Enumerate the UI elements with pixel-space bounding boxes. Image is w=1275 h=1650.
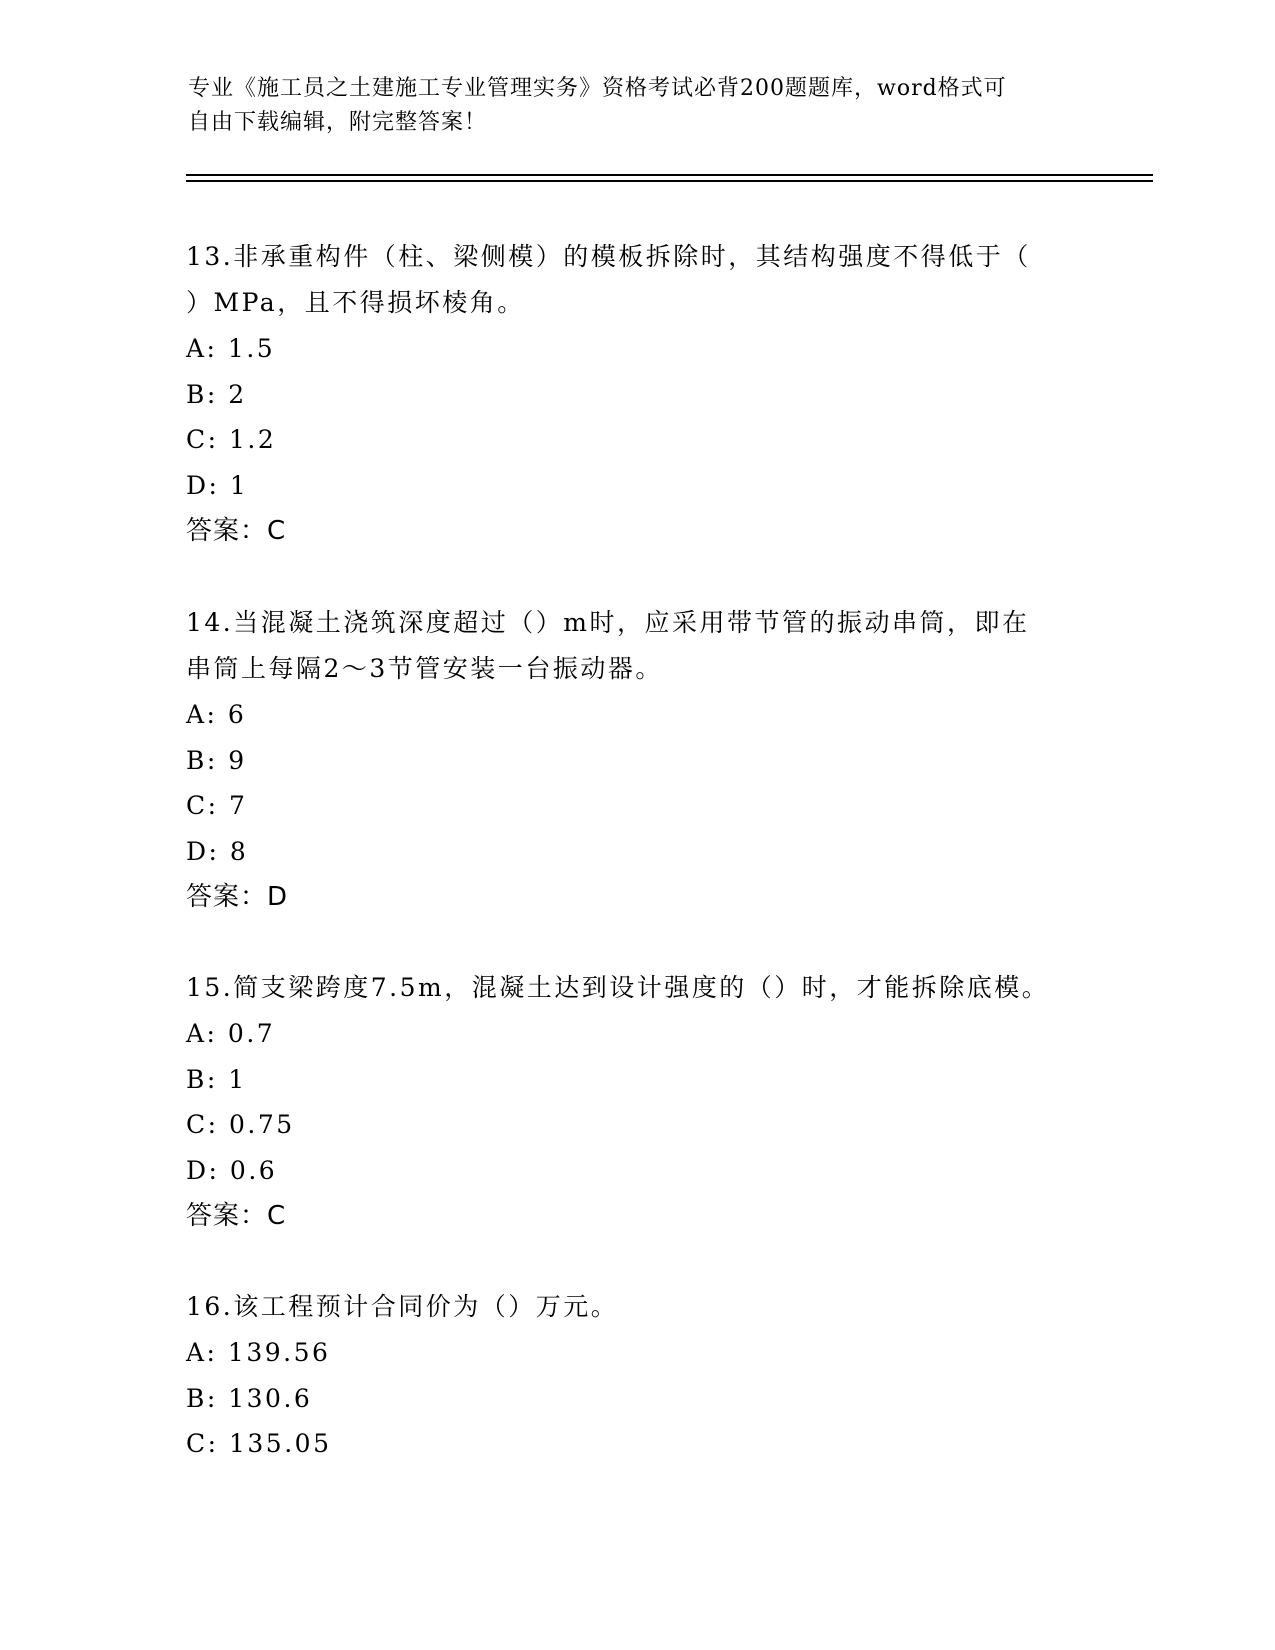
header-rule-bottom — [186, 180, 1153, 182]
question-13 — [186, 234, 1086, 554]
header-rule-top — [186, 174, 1153, 176]
option-b: B: 2 — [186, 379, 247, 409]
question-16 — [186, 1284, 1086, 1467]
option-b: B: 130.6 — [186, 1383, 313, 1413]
answer: 答案：C — [186, 516, 287, 546]
option-b: B: 1 — [186, 1064, 247, 1094]
answer: 答案：C — [186, 1201, 287, 1231]
question-stem-line: 16.该工程预计合同价为（）万元。 — [186, 1292, 619, 1321]
question-stem-line: 14.当混凝土浇筑深度超过（）m时，应采用带节管的振动串筒，即在 — [186, 608, 1030, 637]
question-15 — [186, 965, 1086, 1239]
option-a: A: 1.5 — [186, 334, 276, 363]
option-c: C: 1.2 — [186, 425, 277, 454]
question-stem-line: 13.非承重构件（柱、梁侧模）的模板拆除时，其结构强度不得低于（ — [186, 242, 1031, 271]
document-header — [188, 72, 1068, 140]
option-d: D: 8 — [186, 836, 249, 866]
question-14 — [186, 600, 1086, 920]
header-line-1: 专业《施工员之土建施工专业管理实务》资格考试必背200题题库，word格式可 — [188, 76, 1007, 101]
header-line-2: 自由下载编辑，附完整答案！ — [188, 110, 488, 135]
option-d: D: 1 — [186, 470, 249, 500]
option-c: C: 135.05 — [186, 1429, 332, 1458]
option-c: C: 7 — [186, 791, 248, 820]
option-d: D: 0.6 — [186, 1155, 278, 1185]
question-stem-line: ）MPa，且不得损坏棱角。 — [186, 288, 525, 317]
option-b: B: 9 — [186, 745, 247, 775]
option-a: A: 6 — [186, 700, 247, 729]
option-a: A: 0.7 — [186, 1019, 276, 1048]
question-stem-line: 串筒上每隔2～3节管安装一台振动器。 — [186, 654, 663, 683]
option-a: A: 139.56 — [186, 1338, 331, 1367]
option-c: C: 0.75 — [186, 1110, 295, 1139]
question-stem-line: 15.简支梁跨度7.5m，混凝土达到设计强度的（）时，才能拆除底模。 — [186, 973, 1050, 1002]
answer: 答案：D — [186, 882, 289, 912]
